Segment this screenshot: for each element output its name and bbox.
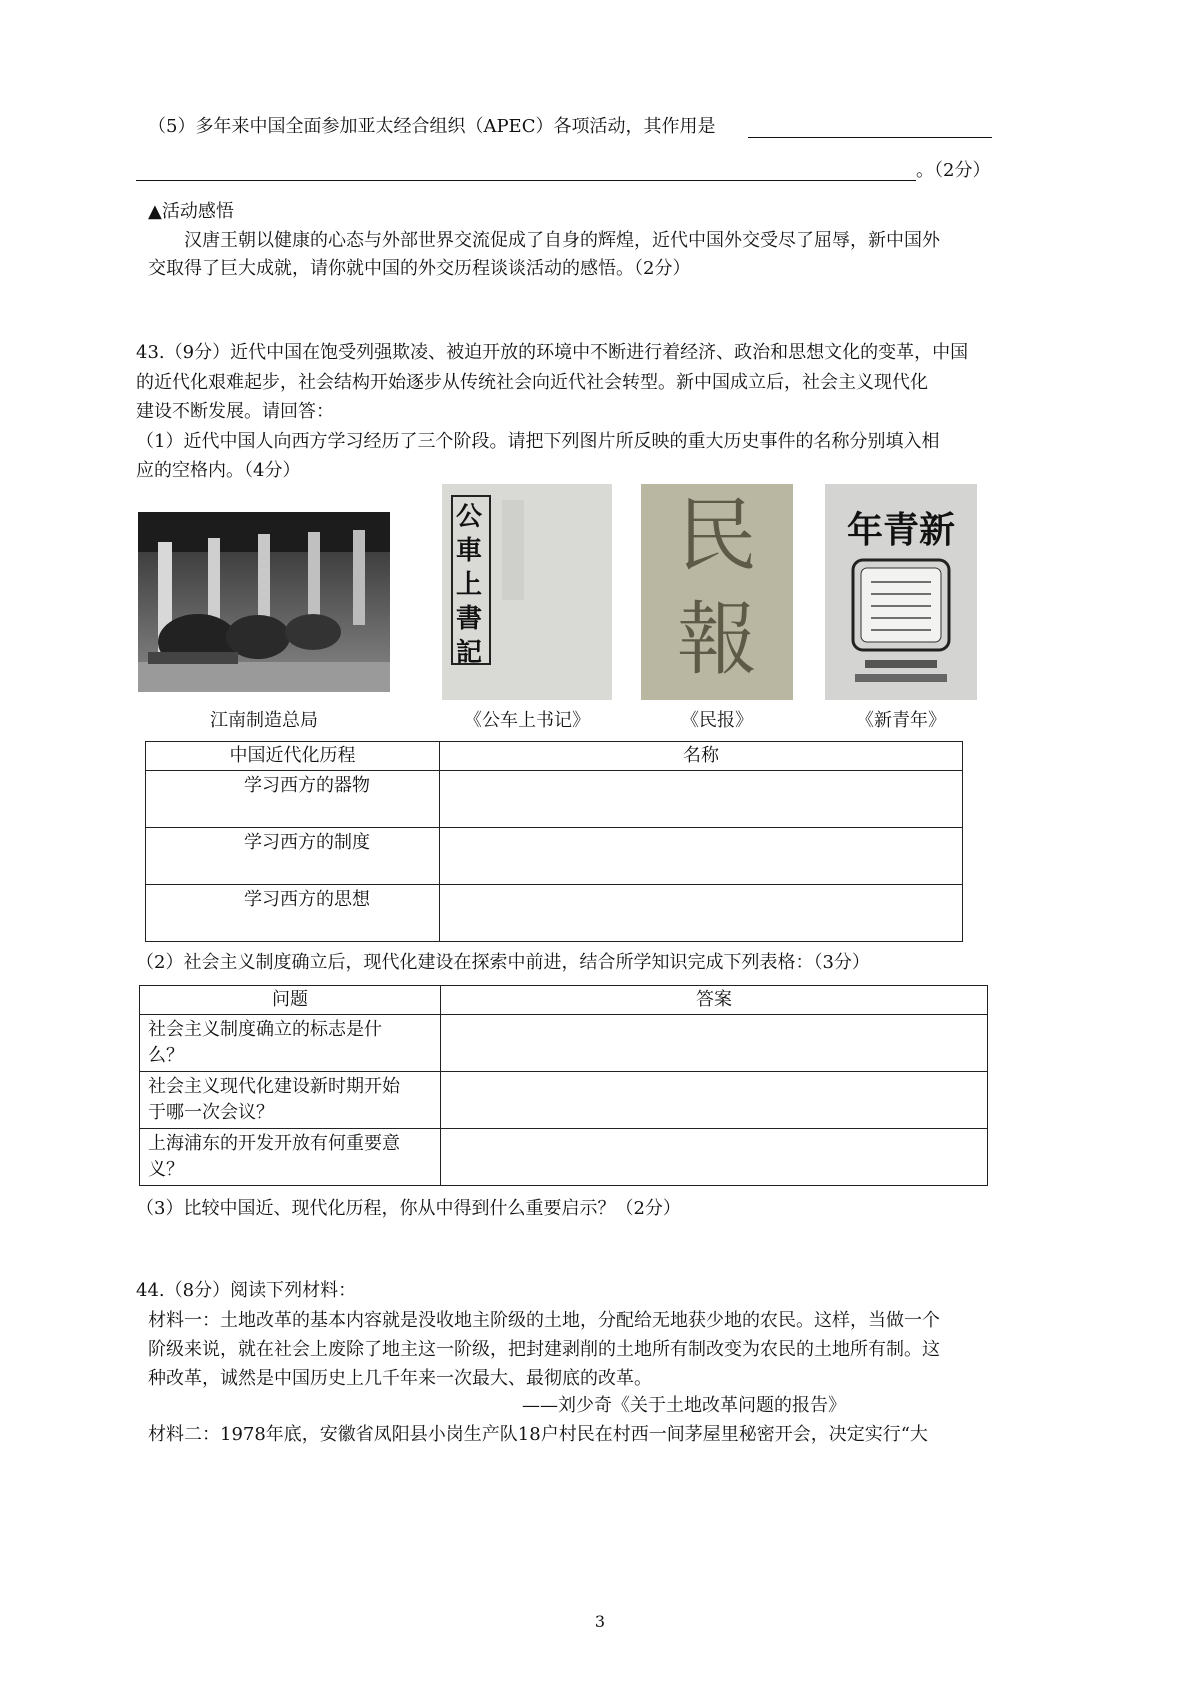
table1-answer-1[interactable] (440, 771, 963, 828)
table2-q3-line1: 上海浦东的开发开放有何重要意 (148, 1133, 400, 1154)
xinqingnian-cover-title: 年青新 (846, 509, 955, 551)
table2-header-question: 问题 (140, 986, 441, 1015)
factory-photo (138, 512, 390, 692)
table2-q1-line2: 么？ (148, 1045, 184, 1066)
caption-minbao: 《民报》 (681, 710, 753, 731)
q5-answer-line-2[interactable] (136, 180, 916, 181)
table2-answer-3[interactable] (441, 1129, 988, 1186)
table2-q1-line1: 社会主义制度确立的标志是什 (148, 1019, 382, 1040)
table1-answer-3[interactable] (440, 885, 963, 942)
q44-material2-line1: 材料二：1978年底，安徽省凤阳县小岗生产队18户村民在村西一间茅屋里秘密开会，决定实行“大 (148, 1424, 928, 1445)
activity-title: ▲活动感悟 (148, 201, 234, 222)
table2-answer-2[interactable] (441, 1072, 988, 1129)
q43-p1-line1: （1）近代中国人向西方学习经历了三个阶段。请把下列图片所反映的重大历史事件的名称分别填入相 (136, 431, 940, 452)
table1-row-institutions: 学习西方的制度 (146, 828, 440, 885)
q5-answer-line-1[interactable] (748, 137, 992, 138)
table-row (140, 1015, 988, 1072)
minbao-cover (641, 484, 793, 700)
page-number: 3 (594, 1612, 606, 1631)
table1-row-thought: 学习西方的思想 (146, 885, 440, 942)
table1-header-stage: 中国近代化历程 (146, 742, 440, 771)
activity-line2: 交取得了巨大成就，请你就中国的外交历程谈谈活动的感悟。（2分） (148, 258, 691, 279)
q44-material1-line1: 材料一：土地改革的基本内容就是没收地主阶级的土地，分配给无地获少地的农民。这样，当做一个 (148, 1310, 940, 1331)
table-socialist-modernization (139, 985, 988, 1186)
table2-question-2 (140, 1072, 441, 1129)
xinqingnian-cover (825, 484, 977, 700)
table1-header-name: 名称 (440, 742, 963, 771)
q43-p1-line2: 应的空格内。（4分） (136, 460, 301, 481)
caption-xinqingnian: 《新青年》 (856, 710, 946, 731)
table-westernization-stages (145, 741, 963, 942)
q44-material1-source: ——刘少奇《关于土地改革问题的报告》 (522, 1395, 846, 1416)
table2-q3-line2: 义？ (148, 1159, 184, 1180)
q44-material1-line3: 种改革，诚然是中国历史上几千年来一次最大、最彻底的改革。 (148, 1368, 652, 1389)
table2-q2-line1: 社会主义现代化建设新时期开始 (148, 1076, 400, 1097)
q43-intro1: 43.（9分）近代中国在饱受列强欺凌、被迫开放的环境中不断进行着经济、政治和思想文化的变革，中国 (136, 342, 969, 363)
table1-answer-2[interactable] (440, 828, 963, 885)
gongche-cover-title: 公車上書記 (456, 502, 483, 668)
q43-intro3: 建设不断发展。请回答： (136, 401, 334, 422)
table2-header-answer: 答案 (441, 986, 988, 1015)
table2-q2-line2: 于哪一次会议？ (148, 1102, 274, 1123)
table-row (140, 1129, 988, 1186)
table-row (146, 828, 963, 885)
table1-row-artifacts: 学习西方的器物 (146, 771, 440, 828)
table-row (146, 771, 963, 828)
q5-line1: （5）多年来中国全面参加亚太经合组织（APEC）各项活动，其作用是 (148, 116, 716, 137)
minbao-cover-title: 民報 (677, 489, 757, 686)
q5-tail: 。（2分） (916, 160, 991, 181)
caption-gongche: 《公车上书记》 (464, 710, 590, 731)
q43-intro2: 的近代化艰难起步，社会结构开始逐步从传统社会向近代社会转型。新中国成立后，社会主义现代化 (136, 372, 928, 393)
q43-p3: （3）比较中国近、现代化历程，你从中得到什么重要启示？（2分） (136, 1198, 681, 1219)
gongche-book-cover (442, 484, 612, 700)
q44-intro: 44.（8分）阅读下列材料： (136, 1280, 357, 1301)
table2-question-1 (140, 1015, 441, 1072)
q43-p2: （2）社会主义制度确立后，现代化建设在探索中前进，结合所学知识完成下列表格：（3分） (136, 952, 870, 973)
caption-jiangnan: 江南制造总局 (210, 710, 318, 731)
table-row (140, 1072, 988, 1129)
table2-answer-1[interactable] (441, 1015, 988, 1072)
table-row (146, 885, 963, 942)
q44-material1-line2: 阶级来说，就在社会上废除了地主这一阶级，把封建剥削的土地所有制改变为农民的土地所有制。这 (148, 1339, 940, 1360)
activity-line1: 汉唐王朝以健康的心态与外部世界交流促成了自身的辉煌，近代中国外交受尽了屈辱，新中国外 (184, 230, 940, 251)
table2-question-3 (140, 1129, 441, 1186)
